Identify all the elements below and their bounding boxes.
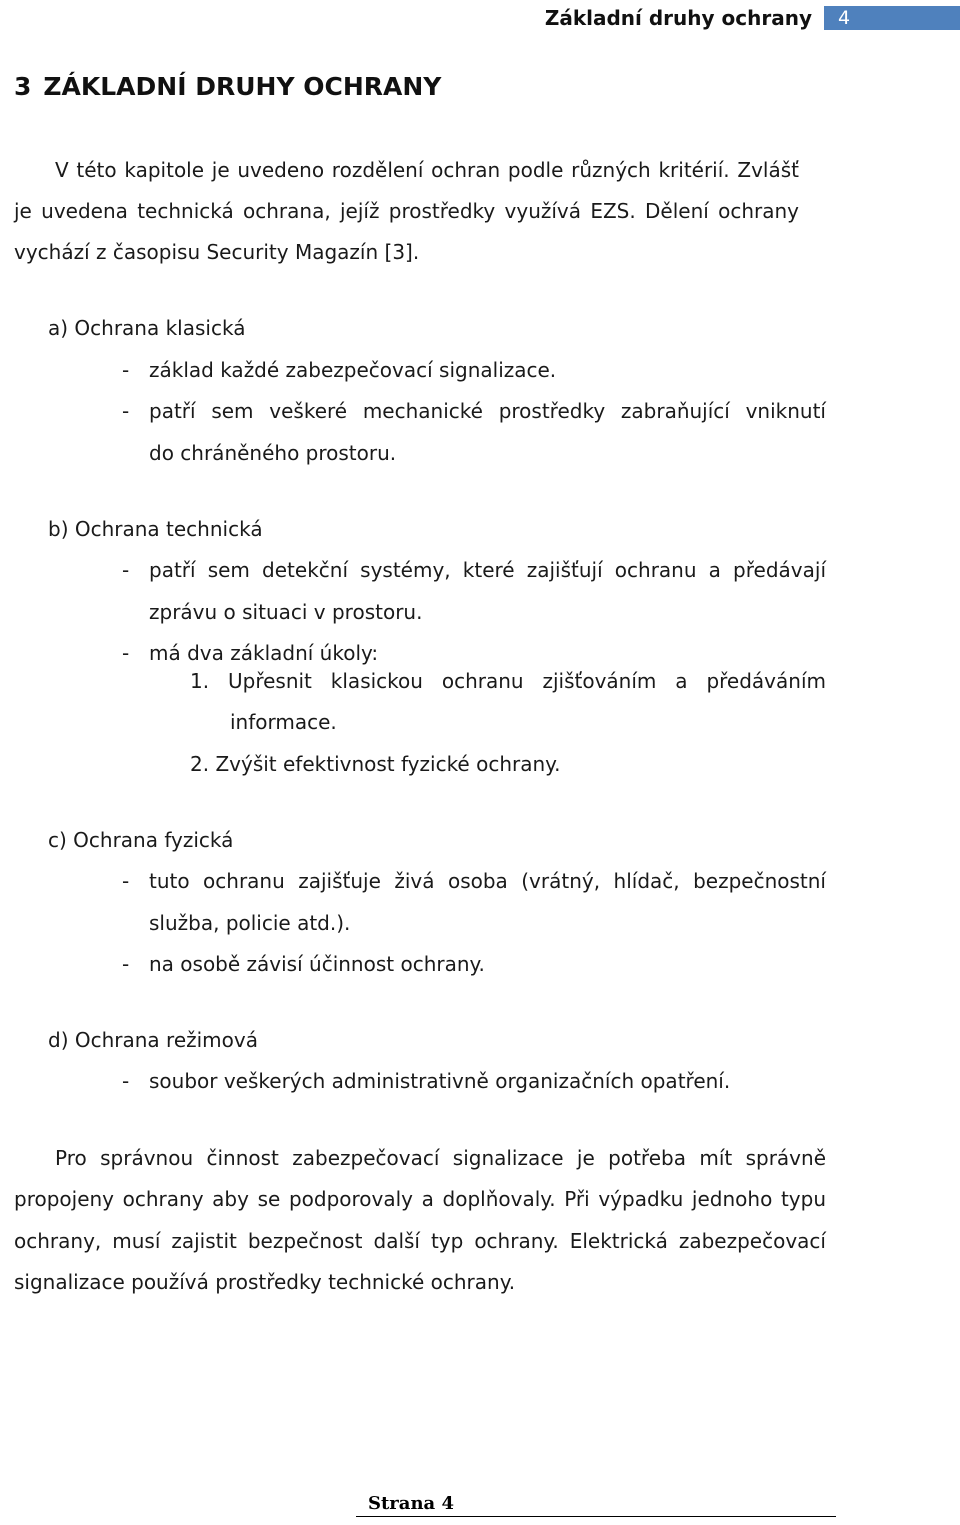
section-c-item-2: - na osobě závisí účinnost ochrany. — [122, 952, 485, 976]
chapter-heading — [14, 72, 441, 101]
closing-line-2: propojeny ochrany aby se podporovaly a doplňovaly. Při výpadku jednoho typu — [14, 1187, 826, 1211]
section-c-item-1-text: tuto ochranu zajišťuje živá osoba (vrátný, hlídač, bezpečnostní — [149, 869, 826, 893]
section-a-item-2-cont: do chráněného prostoru. — [149, 441, 397, 465]
section-b-item-1-text: patří sem detekční systémy, které zajišťují ochranu a předávají — [149, 558, 826, 582]
section-d-item-1: - soubor veškerých administrativně organizačních opatření. — [122, 1069, 731, 1093]
section-b-item-2-text: má dva základní úkoly: — [149, 641, 379, 665]
section-d-title: d) Ochrana režimová — [48, 1028, 258, 1052]
section-d-item-1-text: soubor veškerých administrativně organizačních opatření. — [149, 1069, 731, 1093]
section-c-title: c) Ochrana fyzická — [48, 828, 234, 852]
chapter-title: ZÁKLADNÍ DRUHY OCHRANY — [43, 72, 442, 101]
section-b-task-2: 2. Zvýšit efektivnost fyzické ochrany. — [190, 752, 561, 776]
section-c-item-1: - tuto ochranu zajišťuje živá osoba (vrátný, hlídač, bezpečnostní — [122, 869, 826, 893]
section-a-item-2-text: patří sem veškeré mechanické prostředky zabraňující vniknutí — [149, 399, 826, 423]
intro-text-1: V této kapitole je uvedeno rozdělení ochran podle různých kritérií. Zvlášť — [55, 158, 799, 182]
section-a-item-2: - patří sem veškeré mechanické prostředky zabraňující vniknutí — [122, 399, 826, 423]
intro-text-3: vychází z časopisu Security Magazín [3]. — [14, 240, 420, 264]
footer-page-label: Strana 4 — [356, 1493, 466, 1514]
running-header-title: Základní druhy ochrany — [544, 6, 812, 30]
footer-rule — [356, 1516, 836, 1517]
intro-line-1 — [55, 157, 826, 183]
closing-line-4: signalizace používá prostředky technické ochrany. — [14, 1270, 516, 1294]
section-c-item-2-text: na osobě závisí účinnost ochrany. — [149, 952, 485, 976]
section-b-item-1-cont: zprávu o situaci v prostoru. — [149, 600, 423, 624]
intro-text-2: je uvedena technická ochrana, jejíž prostředky využívá EZS. Dělení ochrany — [14, 199, 799, 223]
header-page-number: 4 — [824, 6, 960, 30]
intro-line-3 — [14, 239, 419, 265]
section-b-task-1: 1. Upřesnit klasickou ochranu zjišťováním a předáváním — [190, 669, 826, 693]
chapter-number: 3 — [14, 72, 32, 101]
section-b-task-1-cont: informace. — [230, 710, 337, 734]
section-c-item-1-cont: služba, policie atd.). — [149, 911, 351, 935]
intro-line-2 — [14, 198, 826, 224]
closing-line-3: ochrany, musí zajistit bezpečnost další typ ochrany. Elektrická zabezpečovací — [14, 1229, 826, 1253]
section-b-item-1: - patří sem detekční systémy, které zajišťují ochranu a předávají — [122, 558, 826, 582]
section-a-item-1-text: základ každé zabezpečovací signalizace. — [149, 358, 557, 382]
section-a-title: a) Ochrana klasická — [48, 316, 246, 340]
section-a-item-1: - základ každé zabezpečovací signalizace. — [122, 358, 557, 382]
section-b-title: b) Ochrana technická — [48, 517, 263, 541]
section-b-item-2: - má dva základní úkoly: — [122, 641, 379, 665]
closing-line-1: Pro správnou činnost zabezpečovací signalizace je potřeba mít správně — [55, 1146, 826, 1170]
